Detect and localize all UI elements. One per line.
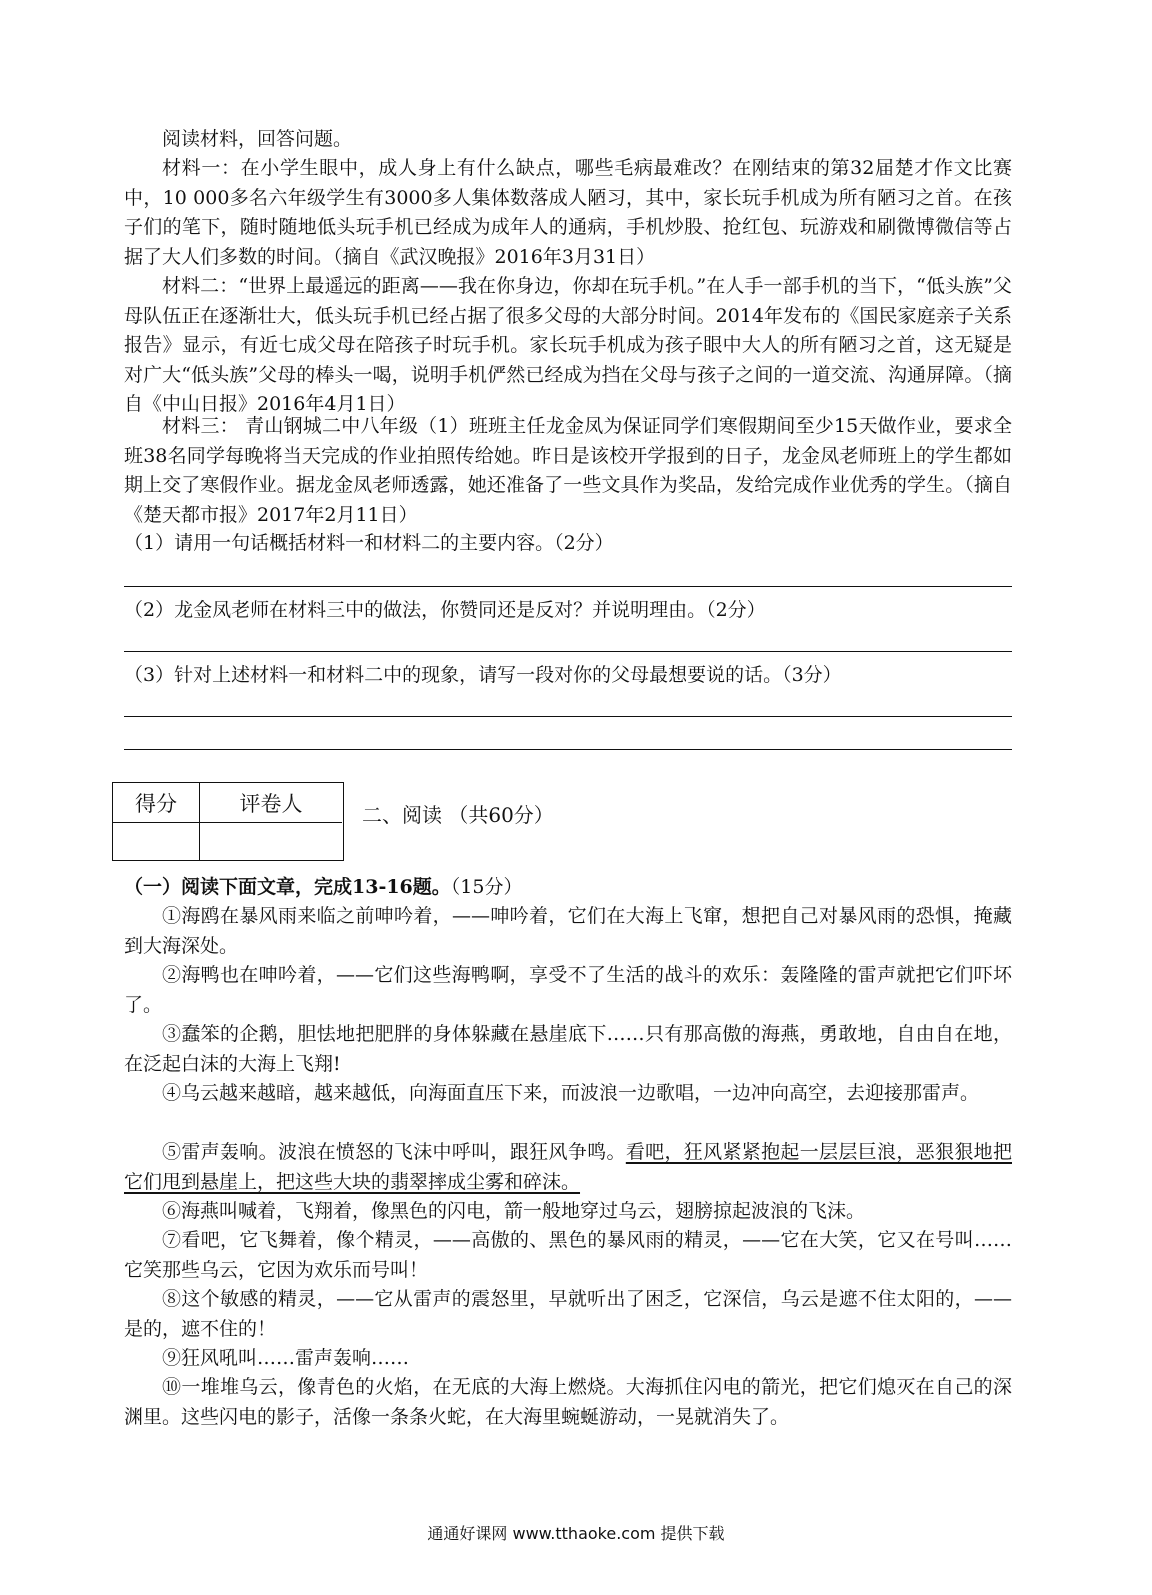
material-2: 材料二：“世界上最遥远的距离——我在你身边，你却在玩手机。”在人手一部手机的当下，“低头族”父母队伍正在逐渐壮大，低头玩手机已经占据了很多父母的大部分时间。2014年发布的《国民家庭亲子关系报告》显示，有近七成父母在陪孩子时玩手机。家长玩手机成为孩子眼中大人的所有陋习之首，这无疑是对广大“低头族”父母的棒头一喝，说明手机俨然已经成为挡在父母与孩子之间的一道交流、沟通屏障。（摘自《中山日报》2016年4月1日）	[124, 275, 1012, 415]
paragraph-5	[124, 1138, 1012, 1197]
paragraph-5-underlined: 看吧，狂风紧紧抱起一层层巨浪，恶狠狠地把它们甩到悬崖上，把这些大块的翡翠摔成尘雾和碎沫。	[124, 1141, 1012, 1193]
paragraph-8: ⑧这个敏感的精灵，——它从雷声的震怒里，早就听出了困乏，它深信，乌云是遮不住太阳的，——是的，遮不住的！	[124, 1288, 1012, 1340]
section-title: 二、阅读 （共60分）	[362, 803, 554, 827]
paragraph-7: ⑦看吧，它飞舞着，像个精灵，——高傲的、黑色的暴风雨的精灵，——它在大笑，它又在号叫……它笑那些乌云，它因为欢乐而号叫！	[124, 1229, 1012, 1281]
question-2: （2）龙金凤老师在材料三中的做法，你赞同还是反对？并说明理由。（2分）	[124, 599, 766, 621]
intro-text: 阅读材料，回答问题。	[162, 128, 353, 150]
grader-cell	[200, 823, 342, 860]
page-footer: 通通好课网 www.tthaoke.com 提供下载	[427, 1524, 725, 1543]
paragraph-1: ①海鸥在暴风雨来临之前呻吟着，——呻吟着，它们在大海上飞窜，想把自己对暴风雨的恐惧，掩藏到大海深处。	[124, 905, 1012, 957]
answer-line-1	[124, 586, 1012, 587]
paragraph-9: ⑨狂风吼叫……雷声轰响……	[162, 1347, 410, 1369]
part-1-title: （一）阅读下面文章，完成13-16题。	[124, 876, 451, 898]
paragraph-5-text: ⑤雷声轰响。波浪在愤怒的飞沫中呼叫，跟狂风争鸣。	[162, 1141, 626, 1163]
score-cell	[113, 823, 200, 860]
material-3: 材料三： 青山钢城二中八年级（1）班班主任龙金凤为保证同学们寒假期间至少15天做作业，要求全班38名同学每晚将当天完成的作业拍照传给她。昨日是该校开学报到的日子，龙金凤老师班上的学生都如期上交了寒假作业。据龙金凤老师透露，她还准备了一些文具作为奖品，发给完成作业优秀的学生。（摘自《楚天都市报》2017年2月11日）	[124, 415, 1012, 526]
paragraph-10: ⑩一堆堆乌云，像青色的火焰，在无底的大海上燃烧。大海抓住闪电的箭光，把它们熄灭在自己的深渊里。这些闪电的影子，活像一条条火蛇，在大海里蜿蜒游动，一晃就消失了。	[124, 1376, 1012, 1428]
part-1-score: （15分）	[450, 876, 523, 898]
answer-line-4	[124, 749, 1012, 750]
grader-header: 评卷人	[200, 783, 342, 823]
question-1: （1）请用一句话概括材料一和材料二的主要内容。（2分）	[124, 532, 614, 554]
answer-line-3	[124, 716, 1012, 717]
paragraph-4: ④乌云越来越暗，越来越低，向海面直压下来，而波浪一边歌唱，一边冲向高空，去迎接那雷声。	[162, 1082, 980, 1104]
question-3: （3）针对上述材料一和材料二中的现象，请写一段对你的父母最想要说的话。（3分）	[124, 664, 842, 686]
score-header: 得分	[113, 783, 200, 823]
paragraph-3: ③蠢笨的企鹅，胆怯地把肥胖的身体躲藏在悬崖底下……只有那高傲的海燕，勇敢地，自由自在地，在泛起白沫的大海上飞翔!	[124, 1023, 1012, 1075]
answer-line-2	[124, 651, 1012, 652]
material-1: 材料一：在小学生眼中，成人身上有什么缺点，哪些毛病最难改？在刚结束的第32届楚才作文比赛中，10 000多名六年级学生有3000多人集体数落成人陋习，其中，家长玩手机成为所有陋习之首。在孩子们的笔下，随时随地低头玩手机已经成为成年人的通病，手机炒股、抢红包、玩游戏和刷微博微信等占据了大人们多数的时间。（摘自《武汉晚报》2016年3月31日）	[124, 157, 1012, 268]
paragraph-6: ⑥海燕叫喊着，飞翔着，像黑色的闪电，箭一般地穿过乌云，翅膀掠起波浪的飞沫。	[162, 1200, 866, 1222]
paragraph-2: ②海鸭也在呻吟着，——它们这些海鸭啊，享受不了生活的战斗的欢乐：轰隆隆的雷声就把它们吓坏了。	[124, 964, 1012, 1016]
score-table	[112, 782, 344, 861]
part-1-heading	[124, 873, 522, 903]
